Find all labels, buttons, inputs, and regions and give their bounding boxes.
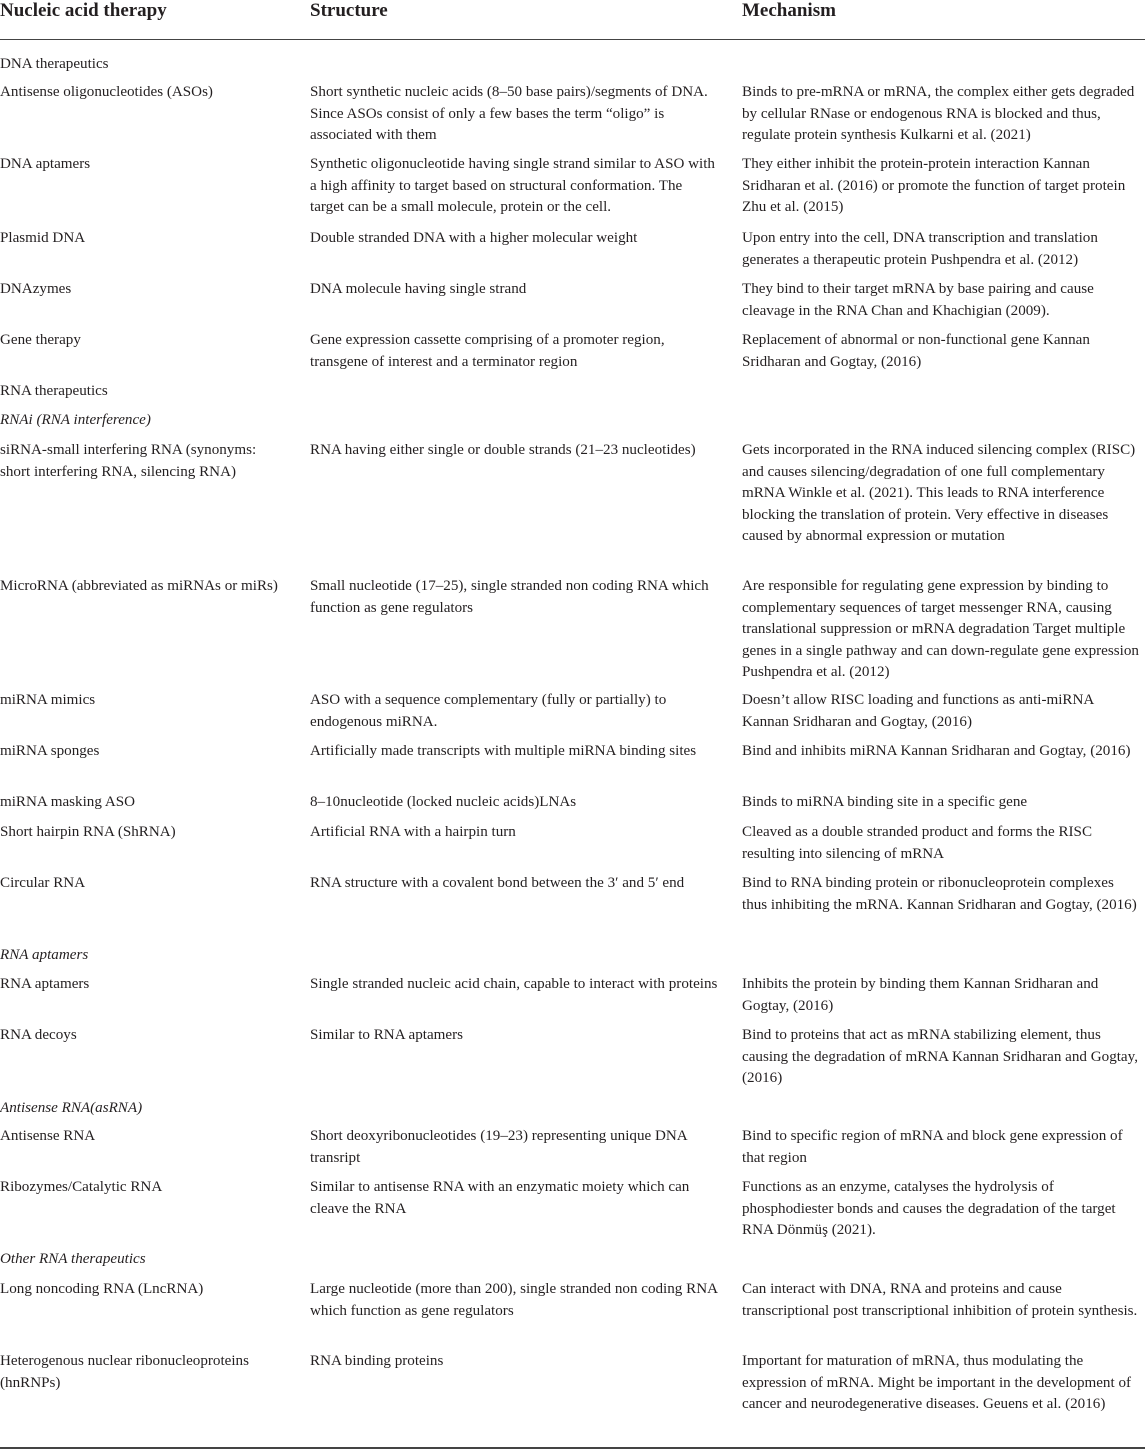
cell-therapy: RNA decoys [0, 1027, 77, 1043]
cell-therapy: miRNA masking ASO [0, 794, 136, 810]
cell-therapy: DNAzymes [0, 281, 72, 297]
cell-mechanism: Binds to miRNA binding site in a specific gene [742, 794, 1028, 810]
table-header [0, 0, 1145, 40]
cell-structure: Similar to antisense RNA with an enzymatic moiety which can cleave the RNA [310, 1179, 690, 1217]
cell-therapy: Gene therapy [0, 332, 81, 348]
cell-therapy: MicroRNA (abbreviated as miRNAs or miRs) [0, 578, 278, 594]
cell-structure: Large nucleotide (more than 200), single stranded non coding RNA which function as gene regulators [310, 1281, 718, 1319]
cell-mechanism: Important for maturation of mRNA, thus modulating the expression of mRNA. Might be important in the development of cancer and neurodegenerative diseases. Geuens et al. (2016) [742, 1353, 1132, 1412]
cell-structure: Small nucleotide (17–25), single stranded non coding RNA which function as gene regulators [310, 578, 709, 616]
cell-mechanism: Replacement of abnormal or non-functional gene Kannan Sridharan and Gogtay, (2016) [742, 332, 1090, 370]
cell-therapy: Circular RNA [0, 875, 86, 891]
cell-therapy: miRNA mimics [0, 692, 96, 708]
cell-therapy: RNAi (RNA interference) [0, 412, 151, 428]
cell-mechanism: Cleaved as a double stranded product and forms the RISC resulting into silencing of mRNA [742, 824, 1093, 862]
cell-therapy: Long noncoding RNA (LncRNA) [0, 1281, 204, 1297]
cell-structure: Synthetic oligonucleotide having single strand similar to ASO with a high affinity to target based on structural conformation. The target can be a small molecule, protein or the cell. [310, 156, 715, 215]
cell-structure: Short deoxyribonucleotides (19–23) representing unique DNA transript [310, 1128, 687, 1166]
cell-mechanism: Inhibits the protein by binding them Kannan Sridharan and Gogtay, (2016) [742, 976, 1099, 1014]
cell-structure: 8–10nucleotide (locked nucleic acids)LNAs [310, 794, 577, 810]
cell-mechanism: They either inhibit the protein-protein interaction Kannan Sridharan et al. (2016) or promote the function of target protein Zhu et al. (2015) [742, 156, 1126, 215]
cell-therapy: Heterogenous nuclear ribonucleoproteins (hnRNPs) [0, 1353, 249, 1391]
cell-mechanism: Upon entry into the cell, DNA transcription and translation generates a therapeutic protein Pushpendra et al. (2012) [742, 230, 1098, 268]
cell-structure: Artificial RNA with a hairpin turn [310, 824, 516, 840]
cell-therapy: siRNA-small interfering RNA (synonyms: short interfering RNA, silencing RNA) [0, 442, 257, 480]
cell-therapy: Antisense RNA(asRNA) [0, 1100, 143, 1116]
cell-therapy: RNA aptamers [0, 976, 90, 992]
cell-mechanism: Binds to pre-mRNA or mRNA, the complex either gets degraded by cellular RNase or endogenous RNA is blocked and thus, regulate protein synthesis Kulkarni et al. (2021) [742, 84, 1135, 143]
cell-mechanism: Bind to RNA binding protein or ribonucleoprotein complexes thus inhibiting the mRNA. Kannan Sridharan and Gogtay, (2016) [742, 875, 1137, 913]
header-structure: Structure [310, 0, 388, 21]
cell-therapy: RNA aptamers [0, 947, 89, 963]
cell-therapy: Ribozymes/Catalytic RNA [0, 1179, 163, 1195]
header-therapy: Nucleic acid therapy [0, 0, 167, 21]
cell-structure: Similar to RNA aptamers [310, 1027, 464, 1043]
cell-mechanism: Functions as an enzyme, catalyses the hydrolysis of phosphodiester bonds and causes the degradation of the target RNA Dönmüş (2021). [742, 1179, 1116, 1238]
cell-therapy: miRNA sponges [0, 743, 100, 759]
cell-structure: RNA having either single or double strands (21–23 nucleotides) [310, 442, 696, 458]
cell-structure: ASO with a sequence complementary (fully or partially) to endogenous miRNA. [310, 692, 667, 730]
cell-mechanism: Doesn’t allow RISC loading and functions as anti-miRNA Kannan Sridharan and Gogtay, (2016) [742, 692, 1094, 730]
cell-therapy: Antisense oligonucleotides (ASOs) [0, 84, 213, 100]
cell-therapy: DNA therapeutics [0, 56, 109, 72]
cell-structure: Single stranded nucleic acid chain, capable to interact with proteins [310, 976, 718, 992]
cell-structure: Double stranded DNA with a higher molecular weight [310, 230, 638, 246]
cell-mechanism: They bind to their target mRNA by base pairing and cause cleavage in the RNA Chan and Khachigian (2009). [742, 281, 1094, 319]
bottom-rule [0, 1447, 1145, 1449]
cell-therapy: Plasmid DNA [0, 230, 86, 246]
cell-structure: Artificially made transcripts with multiple miRNA binding sites [310, 743, 697, 759]
cell-therapy: Other RNA therapeutics [0, 1251, 146, 1267]
cell-structure: DNA molecule having single strand [310, 281, 527, 297]
cell-mechanism: Can interact with DNA, RNA and proteins and cause transcriptional post transcriptional inhibition of protein synthesis. [742, 1281, 1138, 1319]
cell-therapy: Antisense RNA [0, 1128, 96, 1144]
cell-therapy: DNA aptamers [0, 156, 91, 172]
cell-structure: Gene expression cassette comprising of a promoter region, transgene of interest and a terminator region [310, 332, 665, 370]
cell-mechanism: Bind to proteins that act as mRNA stabilizing element, thus causing the degradation of mRNA Kannan Sridharan and Gogtay, (2016) [742, 1027, 1138, 1086]
cell-mechanism: Are responsible for regulating gene expression by binding to complementary sequences of target messenger RNA, causing translational suppression or mRNA degradation Target multiple genes in a single pathway and can down-regulate gene expression Pushpendra et al. (2012) [742, 578, 1139, 680]
cell-mechanism: Bind to specific region of mRNA and block gene expression of that region [742, 1128, 1123, 1166]
cell-structure: RNA binding proteins [310, 1353, 444, 1369]
cell-therapy: RNA therapeutics [0, 383, 108, 399]
cell-mechanism: Bind and inhibits miRNA Kannan Sridharan and Gogtay, (2016) [742, 743, 1131, 759]
cell-structure: Short synthetic nucleic acids (8–50 base pairs)/segments of DNA. Since ASOs consist of only a few bases the term “oligo” is associated with them [310, 84, 708, 143]
cell-mechanism: Gets incorporated in the RNA induced silencing complex (RISC) and causes silencing/degradation of one full complementary mRNA Winkle et al. (2021). This leads to RNA interference blocking the translation of protein. Very effective in diseases caused by abnormal expression or mutation [742, 442, 1136, 544]
cell-therapy: Short hairpin RNA (ShRNA) [0, 824, 176, 840]
header-mechanism: Mechanism [742, 0, 836, 21]
cell-structure: RNA structure with a covalent bond between the 3′ and 5′ end [310, 875, 685, 891]
